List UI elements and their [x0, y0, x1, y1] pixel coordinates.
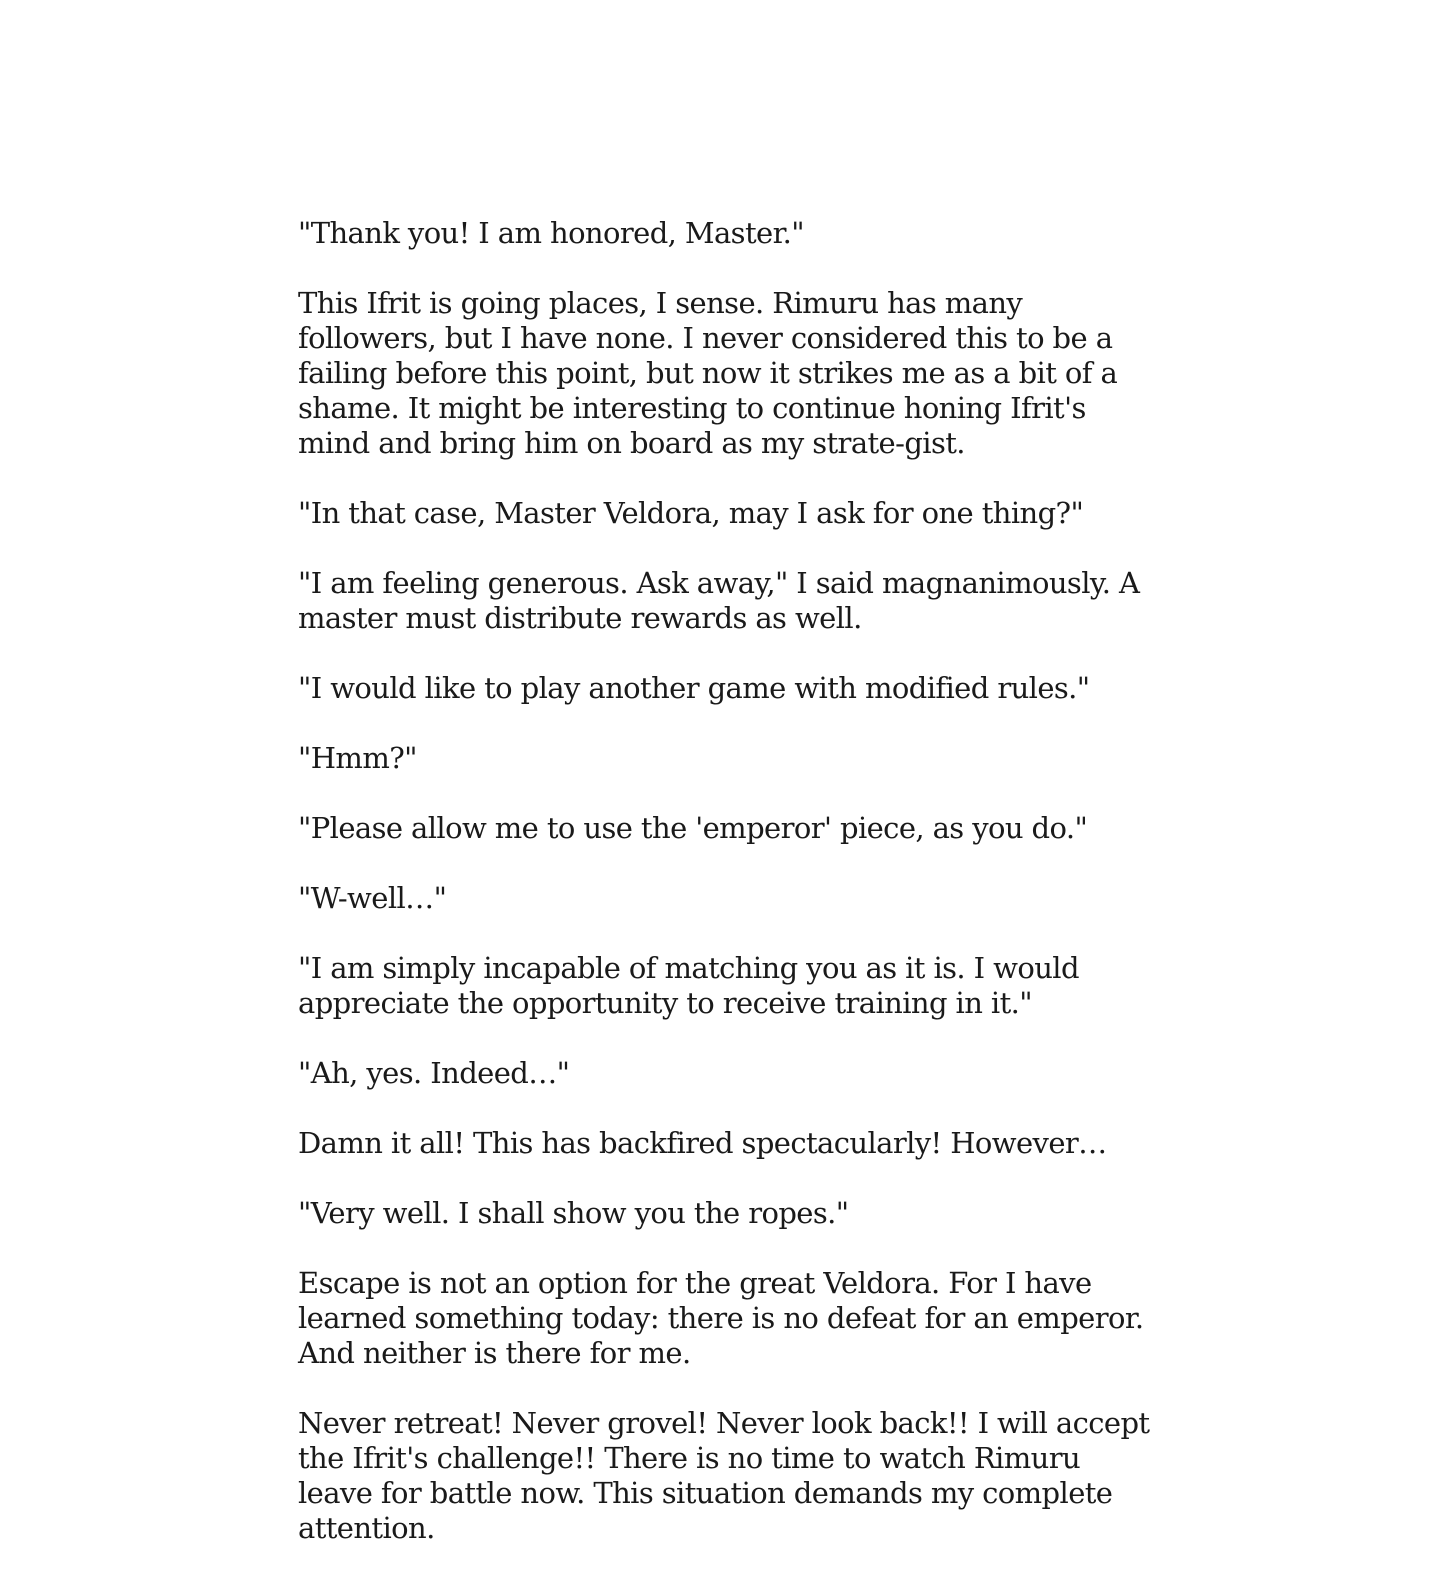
- paragraph-8: "W-well…": [298, 881, 447, 915]
- paragraph-1: "Thank you! I am honored, Master.": [298, 216, 805, 250]
- paragraph-3: "In that case, Master Veldora, may I ask for one thing?": [298, 496, 1084, 530]
- paragraph-10: "Ah, yes. Indeed…": [298, 1056, 570, 1090]
- paragraph-11: Damn it all! This has backfired spectacularly! However…: [298, 1126, 1107, 1160]
- paragraph-9: "I am simply incapable of matching you as it is. I would appreciate the opportunity to receive training in it.": [298, 951, 1079, 1020]
- paragraph-4: "I am feeling generous. Ask away," I said magnanimously. A master must distribute rewards as well.: [298, 566, 1140, 635]
- paragraph-12: "Very well. I shall show you the ropes.": [298, 1196, 849, 1230]
- paragraph-13: Escape is not an option for the great Veldora. For I have learned something today: there is no defeat for an emperor. And neither is there for me.: [298, 1266, 1144, 1370]
- paragraph-14: Never retreat! Never grovel! Never look back!! I will accept the Ifrit's challenge!! There is no time to watch Rimuru leave for battle now. This situation demands my complete attention.: [298, 1406, 1150, 1545]
- paragraph-5: "I would like to play another game with modified rules.": [298, 671, 1090, 705]
- paragraph-7: "Please allow me to use the 'emperor' piece, as you do.": [298, 811, 1088, 845]
- paragraph-6: "Hmm?": [298, 741, 417, 775]
- paragraph-2: This Ifrit is going places, I sense. Rimuru has many followers, but I have none. I never considered this to be a failing before this point, but now it strikes me as a bit of a shame. It might be interesting to continue honing Ifrit's mind and bring him on board as my strate-gist.: [298, 286, 1118, 460]
- body-text: [298, 216, 1158, 1581]
